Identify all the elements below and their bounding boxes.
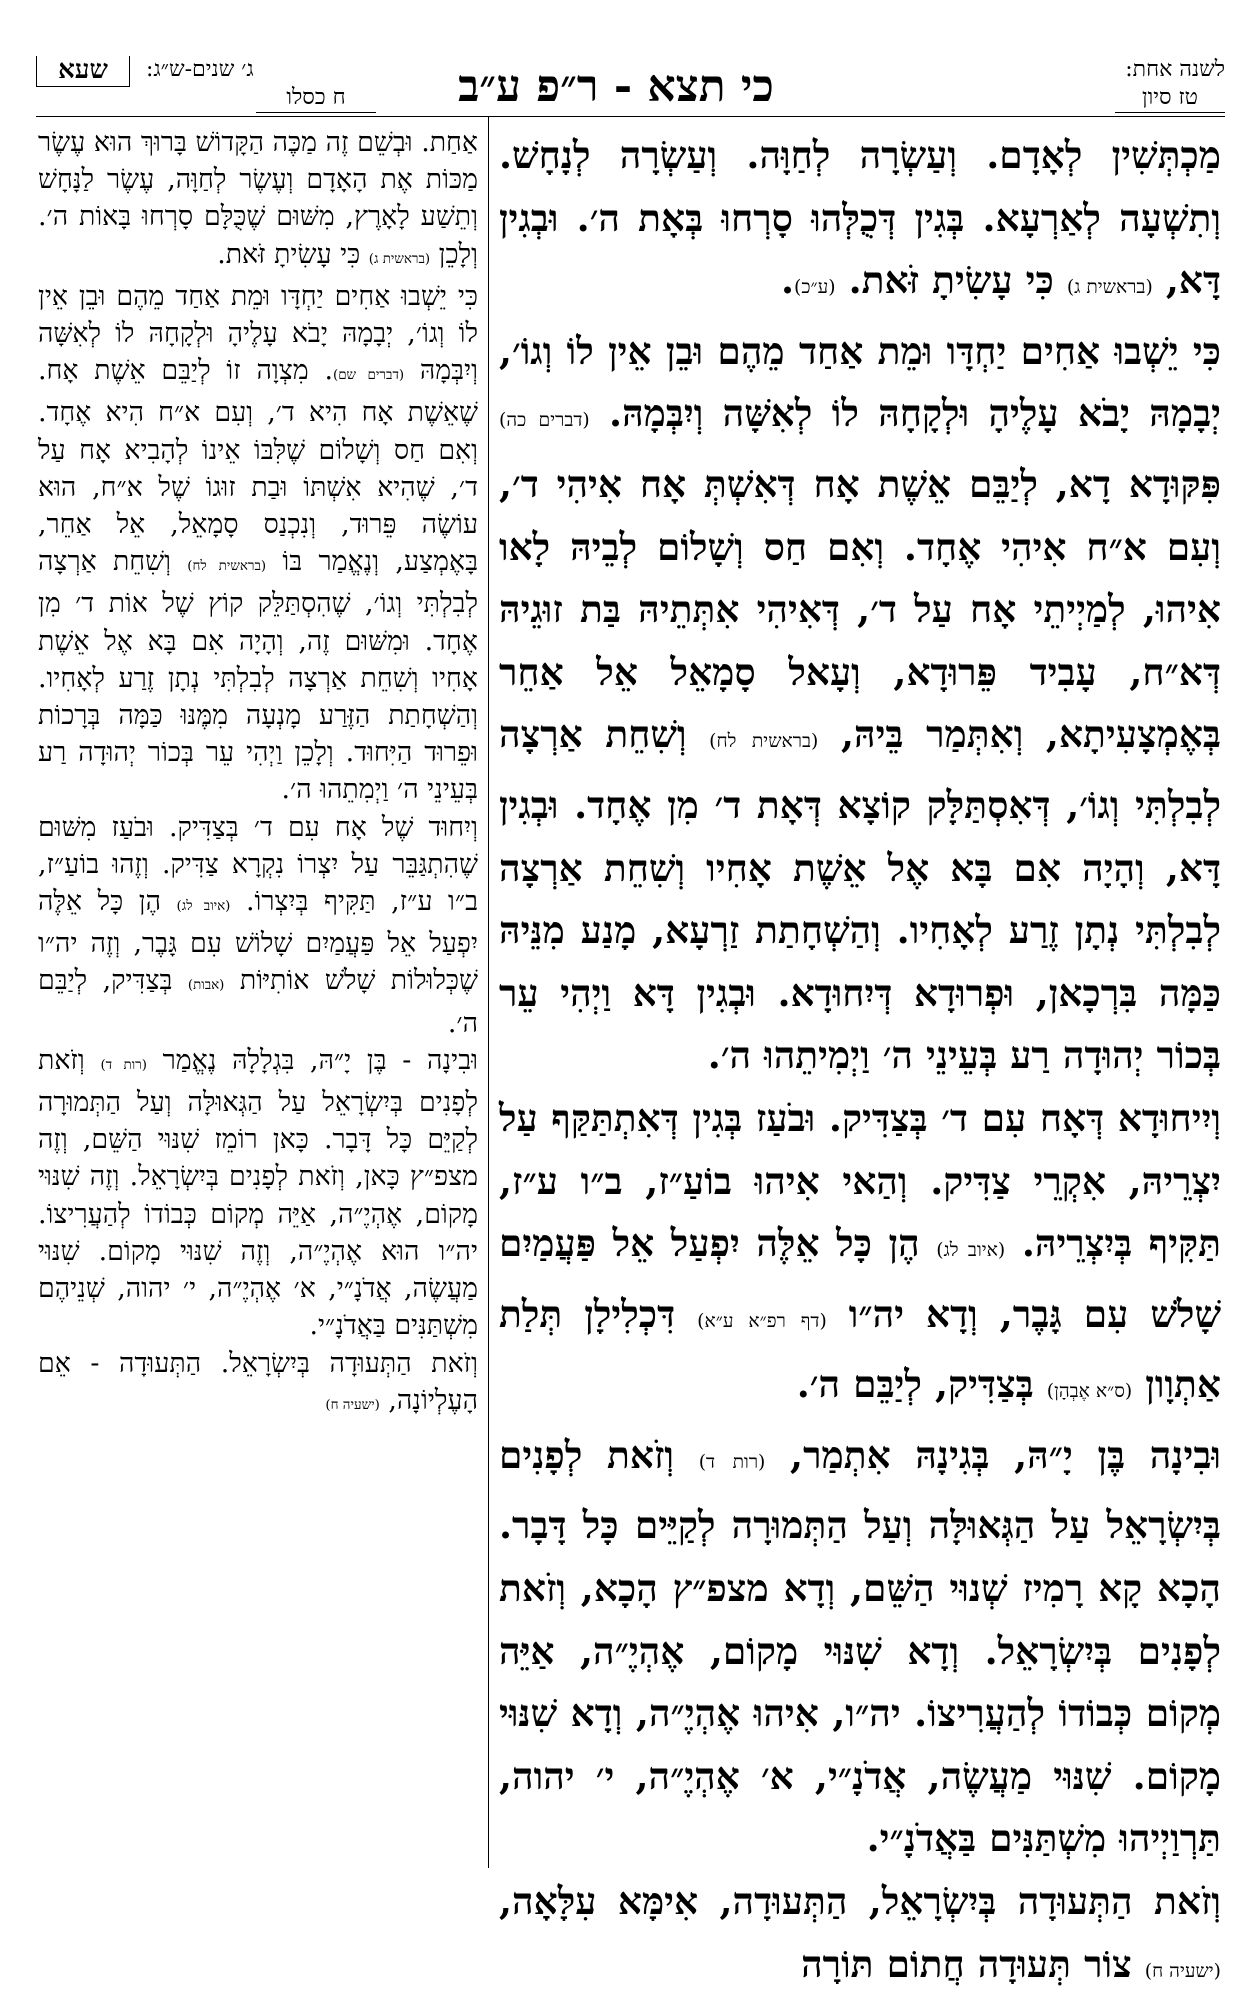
header-divider bbox=[36, 116, 1225, 117]
main-paragraph bbox=[499, 1424, 1221, 1870]
source-reference: (ס״א אֶבְהָן) bbox=[1046, 1381, 1133, 1403]
text-run: דִּכְלִילָן תְּלַת אַתְוָון bbox=[499, 1291, 1221, 1407]
header-left-line1: ג׳ שנים-ש״ג: bbox=[146, 57, 254, 82]
text-run: וּבִינָה - בֶּן יָ״הּ, בִּגְלָלָהּ נֶאֱמַר bbox=[146, 1044, 478, 1076]
text-run: צוֹר תְּעוּדָה חֲתוֹם תּוֹרָה bbox=[801, 1941, 1145, 1986]
text-run: וְזֹאת לְפָנִים בְּיִשְׂרָאֵל עַל הַגְּאוּלָּה וְעַל הַתְּמוּרָה לְקַיֵּם כָּל דָּבָר. כָּאן רוֹמֵז שִׁנּוּי הַשֵּׁם, וְזֶה מצפ״ץ כָּאן, וְזֹאת לְפָנִים בְּיִשְׂרָאֵל. וְזֶה שִׁנּוּי מָקוֹם, אֶהְיֶ״ה, אַיֵּה מְקוֹם כְּבוֹדוֹ לְהַעֲרִיצוֹ. יה״ו הוּא אֶהְיֶ״ה, וְזֶה שִׁנּוּי מָקוֹם. שִׁנּוּי מַעֲשֶׂה, אֲדֹנָ״י, א׳ אֶהְיֶ״ה, י׳ יהוה, שְׁנֵיהֶם מִשְׁתַּנִּים בַּאֲדֹנָ״י. bbox=[38, 1044, 478, 1342]
text-run: וְזֹאת לְפָנִים בְּיִשְׂרָאֵל עַל הַגְּאוּלָּה וְעַל הַתְּמוּרָה לְקַיֵּים כָּל דָּבָר. הָכָא קָא רָמִיז שְׁנוּי הַשֵּׁם, וְדָא מצפ״ץ הָכָא, וְזֹאת לְפָנִים בְּיִשְׂרָאֵל. וְדָא שִׁנּוּי מָקוֹם, אֶהְיֶ״ה, אַיֵּה מְקוֹם כְּבוֹדוֹ לְהַעֲרִיצוֹ. יה״ו, אִיהוּ אֶהְיֶ״ה, וְדָא שִׁנּוּי מָקוֹם. שִׁנּוּי מַעֲשֶׂה, אֲדֹנָ״י, א׳ אֶהְיֶ״ה, י׳ יהוה, תַּרְוַיְיהוּ מִשְׁתַּנִּים בַּאֲדֹנָ״י. bbox=[499, 1432, 1221, 1861]
page-number: שעא bbox=[36, 56, 130, 87]
source-reference: (דברים כה) bbox=[499, 410, 590, 432]
header-left-labels bbox=[146, 56, 376, 113]
header-left-line2: ח כסלו bbox=[256, 84, 376, 113]
main-paragraph bbox=[499, 1870, 1221, 2003]
source-reference: (בראשית ג) bbox=[1066, 277, 1153, 299]
text-run: . bbox=[780, 258, 794, 303]
main-paragraph bbox=[499, 124, 1221, 320]
text-run: וְזֹאת הַתְּעוּדָה בְּיִשְׂרָאֵל, הַתְּעוּדָה, אִימָּא עִלָּאָה, bbox=[499, 1879, 1221, 1924]
commentary-paragraph bbox=[38, 278, 478, 809]
text-run: כִּי יֵשְׁבוּ אַחִים יַחְדָּו וּמֵת אַחַד מֵהֶם וּבֵן אֵין לוֹ וְגוֹ׳, יְבָמָהּ יָבֹא עָלֶיהָ וּלְקָחָהּ לוֹ לְאִשָּׁה וְיִבְּמָהּ. bbox=[499, 328, 1221, 436]
source-reference: (ע״כ) bbox=[794, 277, 836, 299]
source-reference: (ישעיה ח) bbox=[325, 1397, 380, 1413]
source-reference: (דף רפ״א ע״א) bbox=[697, 1310, 827, 1332]
page-header bbox=[36, 56, 1225, 116]
commentary-paragraph bbox=[38, 1042, 478, 1345]
text-run: בְּצַדִּיק, לְיַבֵּם ה׳. bbox=[38, 965, 478, 1039]
main-paragraph bbox=[499, 1087, 1221, 1424]
main-paragraph bbox=[499, 320, 1221, 1087]
header-right-line1: לשנה אחת: bbox=[1125, 57, 1225, 82]
text-run: וְיִיחוּדָא דְּאָח עִם ד׳ בְּצַדִּיק. וּבֹעַז בְּגִין דְּאִתְתַּקַּף עַל יִצְרֵיהּ, אִקְרֵי צַדִּיק. וְהַאי אִיהוּ בוֹעַ״ז, ב״ו ע״ז, תַּקִּיף בְּיִצְרֵיהּ. bbox=[499, 1095, 1221, 1266]
text-run: וְיִחוּד שֶׁל אָח עִם ד׳ בְּצַדִּיק. וּבֹעַז מִשּׁוּם שֶׁהִתְגַּבֵּר עַל יִצְרוֹ נִקְרָא צַדִּיק. וְזֶהוּ בוֹעַ״ז, ב״ו ע״ז, תַּקִּיף בְּיִצְרוֹ. bbox=[38, 811, 478, 918]
source-reference: (אבות) bbox=[187, 978, 225, 994]
commentary-paragraph bbox=[38, 124, 478, 278]
text-run: וּבִינָה בֶּן יָ״הּ, בְּגִינָהּ אִתְמַר, bbox=[765, 1432, 1221, 1477]
source-reference: (דברים שם) bbox=[332, 368, 405, 384]
text-run: מַכְתְּשִׁין לְאָדָם. וְעַשְׂרָה לְחַוָּה. וְעַשְׂרָה לְנָחָשׁ. וְתִשְׁעָה לְאַרְעָא. בְּגִין דְּכֻלְּהוּ סָרְחוּ בְּאָת ה׳. וּבְגִין דָּא, bbox=[499, 133, 1221, 303]
text-run: וְשִׁחֵת אַרְצָה לְבִלְתִּי וְגוֹ׳, דְּאִסְתַּלָּק קוֹצָא דְּאָת ד׳ מִן אֶחָד. וּבְגִין דָּא, וְהָיָה אִם בָּא אֶל אֵשֶׁת אָחִיו וְשִׁחֵת אַרְצָה לְבִלְתִּי נְתָן זֶרַע לְאָחִיו. וְהַשְׁחָתַת זַרְעָא, מָנַע מִנֵּיהּ כַּמָּה בִּרְכָאן, וּפְרוּדָא דְּיִחוּדָא. וּבְגִין דָּא וַיְהִי עֵר בְּכוֹר יְהוּדָה רַע בְּעֵינֵי ה׳ וַיְמִיתֵהוּ ה׳. bbox=[499, 712, 1221, 1078]
source-reference: (איוב לג) bbox=[936, 1240, 1006, 1262]
column-divider bbox=[488, 116, 489, 1868]
source-reference: (איוב לג) bbox=[176, 899, 231, 915]
text-run: הֶן כָּל אֵלֶּה יִפְעַל אֵל פַּעֲמַיִם שָׁלֹשׁ עִם גָּבֶר, וְדָא יה״ו bbox=[499, 1221, 1221, 1336]
text-run: וְזֹאת הַתְּעוּדָה בְּיִשְׂרָאֵל. הַתְּעוּדָה - אֵם הָעֶלְיוֹנָה, bbox=[38, 1347, 478, 1416]
page-title: כי תצא - ר״פ ע״ב bbox=[458, 61, 774, 112]
text-run: הֶן כָּל אֵלֶּה יִפְעַל אֵל פַּעֲמַיִם שָׁלוֹשׁ עִם גָּבֶר, וְזֶה יה״ו שֶׁכְּלוּלוֹת שָׁלֹשׁ אוֹתִיּוֹת bbox=[38, 886, 478, 997]
commentary-column bbox=[38, 124, 478, 1868]
source-reference: (רות ד) bbox=[698, 1451, 766, 1473]
source-reference: (רות ד) bbox=[100, 1057, 147, 1073]
text-run: כִּי יֵשְׁבוּ אַחִים יַחְדָּו וּמֵת אַחַד מֵהֶם וּבֵן אֵין לוֹ וְגוֹ׳, יְבָמָהּ יָבֹא עָלֶיהָ וּלְקָחָהּ לוֹ לְאִשָּׁה וְיִבְּמָהּ bbox=[38, 280, 478, 387]
text-run: אַחַת. וּבְשֵׁם זֶה מַכֶּה הַקָּדוֹשׁ בָּרוּךְ הוּא עֶשֶׂר מַכּוֹת אֶת הָאָדָם וְעֶשֶׂר לְחַוָּה, עֶשֶׂר לַנָּחָשׁ וְתֵשַׁע לָאָרֶץ, מִשּׁוּם שֶׁכֻּלָּם סָרְחוּ בָּאוֹת ה׳. וְלָכֵן bbox=[38, 127, 478, 270]
commentary-paragraph bbox=[38, 1345, 478, 1424]
commentary-paragraph bbox=[38, 809, 478, 1042]
text-run: בְּצַדִּיק, לְיַבֵּם ה׳. bbox=[796, 1362, 1047, 1407]
source-reference: (בראשית לח) bbox=[187, 559, 267, 575]
header-right-line2: טז סיון bbox=[1115, 84, 1225, 113]
text-run: וְשִׁחֵת אַרְצָה לְבִלְתִּי וְגוֹ׳, שֶׁהִסְתַּלֵּק קוֹץ שֶׁל אוֹת ד׳ מִן אֶחָד. וּמִשּׁוּם זֶה, וְהָיָה אִם בָּא אֶל אֵשֶׁת אָחִיו וְשִׁחֵת אַרְצָה לְבִלְתִּי נְתָן זֶרַע לְאָחִיו. וְהַשְׁחָתַת הַזֶּרַע מָנְעָה מִמֶּנּוּ כַּמָּה בְּרָכוֹת וּפֵרוּד הַיִּחוּד. וְלָכֵן וַיְהִי עֵר בְּכוֹר יְהוּדָה רַע בְּעֵינֵי ה׳ וַיְמִתֵהוּ ה׳. bbox=[38, 546, 478, 806]
source-reference: (ישעיה ח) bbox=[1144, 1960, 1221, 1982]
text-run: . מִצְוָה זוֹ לְיַבֵּם אֵשֶׁת אָח. שֶׁאֵשֶׁת אָח הִיא ד׳, וְעִם א״ח הִיא אֶחָד. וְאִם חַס וְשָׁלוֹם שֶׁלִּבּוֹ אֵינוֹ לְהָבִיא אָח עַל ד׳, שֶׁהִיא אִשְׁתּוֹ וּבַת זוּגוֹ שֶׁל א״ח, הוּא עוֹשֶׂה פֵּרוּד, וְנִכְנַס סָמָאֵל, אֵל אַחֵר, בָּאֶמְצַע, וְנֶאֱמַר בּוֹ bbox=[38, 355, 479, 578]
text-run: כִּי עָשִׂיתָ זֹּאת. bbox=[835, 258, 1067, 303]
text-run: כִּי עָשִׂיתָ זֹּאת. bbox=[217, 238, 369, 270]
source-reference: (בראשית לח) bbox=[709, 731, 819, 753]
header-right-label bbox=[1035, 56, 1225, 113]
source-reference: (בראשית ג) bbox=[368, 251, 431, 267]
main-text-column bbox=[499, 124, 1221, 1986]
text-run: פִּקּוּדָא דָא, לְיַבֵּם אֵשֶׁת אָח דְּאִשְׁתְּ אָח אִיהִי ד׳, וְעִם א״ח אִיהִי אֶחָד. וְאִם חַס וְשָׁלוֹם לְבֵיהּ לָאו אִיהוּ, לְמַיְיתֵי אָח עַל ד׳, דְּאִיהִי אִתְּתֵיהּ בַּת זוּגֵיהּ דְּא״ח, עָבִיד פֵּרוּדָא, וְעָאל סָמָאֵל אֵל אַחֵר בְּאֶמְצָעִיתָא, וְאִתְּמַר בֵּיהּ, bbox=[499, 461, 1221, 757]
